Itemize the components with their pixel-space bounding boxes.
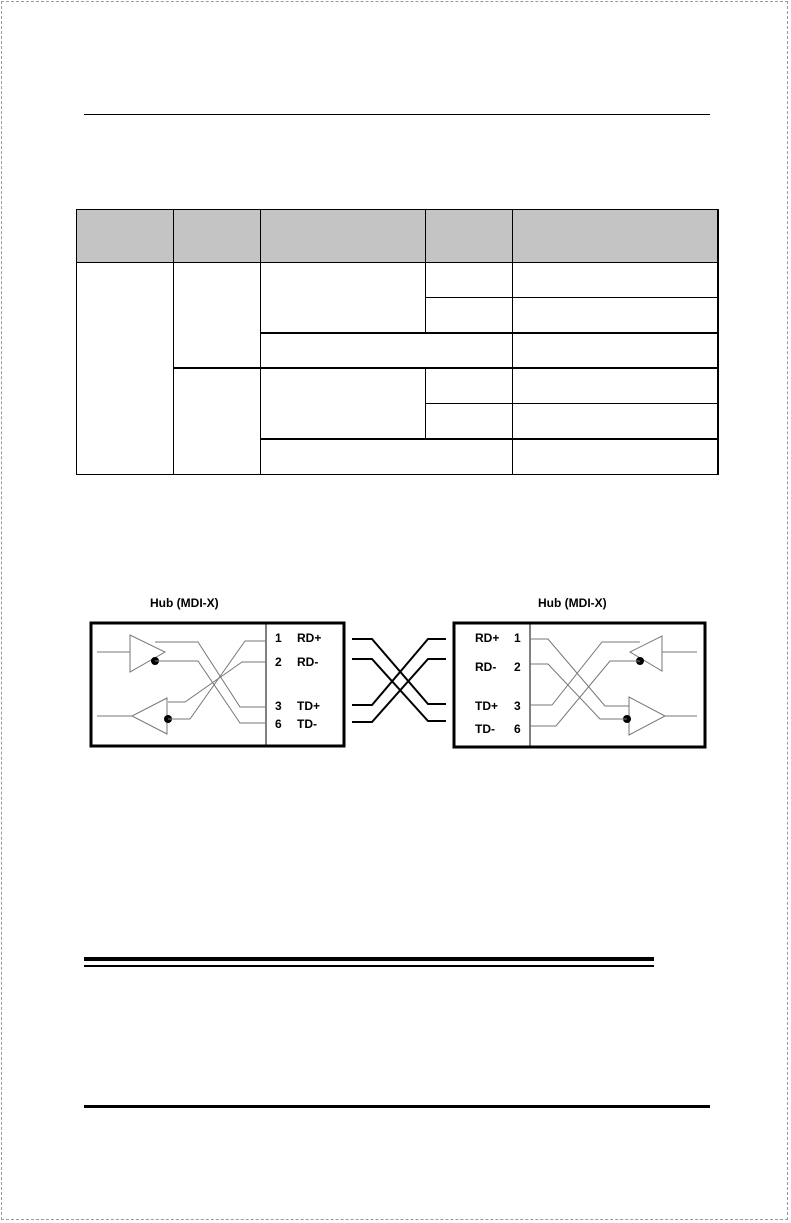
right-receiver-icon bbox=[623, 697, 697, 735]
svg-text:RD+: RD+ bbox=[475, 631, 500, 645]
svg-text:1: 1 bbox=[275, 631, 282, 645]
table-cell bbox=[513, 439, 718, 474]
section-rule-thin bbox=[84, 965, 654, 967]
svg-text:RD-: RD- bbox=[297, 655, 319, 669]
table-cell bbox=[261, 263, 426, 333]
table-cell bbox=[261, 333, 513, 369]
crossover-wiring-diagram bbox=[80, 590, 720, 760]
header-rule bbox=[84, 114, 710, 115]
right-pin-2 bbox=[475, 660, 521, 674]
svg-text:3: 3 bbox=[275, 699, 282, 713]
svg-text:1: 1 bbox=[514, 631, 521, 645]
svg-text:3: 3 bbox=[514, 699, 521, 713]
section-rule-thick bbox=[84, 957, 654, 961]
table-cell bbox=[513, 297, 718, 332]
svg-text:2: 2 bbox=[275, 655, 282, 669]
table-header-cell bbox=[261, 210, 426, 263]
table-cell bbox=[426, 263, 513, 298]
left-pin-1 bbox=[275, 631, 321, 645]
table-cell bbox=[513, 333, 718, 369]
pin-assignment-table bbox=[76, 209, 719, 475]
table-cell bbox=[174, 263, 261, 369]
right-pin-3 bbox=[475, 699, 521, 713]
svg-text:TD+: TD+ bbox=[297, 699, 321, 713]
table-cell bbox=[426, 404, 513, 439]
table-cell bbox=[513, 368, 718, 403]
right-driver-icon bbox=[630, 636, 697, 671]
right-pin-6 bbox=[475, 722, 521, 736]
table-header-cell bbox=[77, 210, 174, 263]
left-receiver-icon bbox=[97, 635, 165, 672]
table-cell bbox=[77, 263, 174, 475]
table-cell bbox=[261, 439, 513, 474]
left-hub-label: Hub (MDI-X) bbox=[150, 596, 219, 610]
right-internal-wiring bbox=[530, 639, 640, 726]
svg-text:TD+: TD+ bbox=[475, 699, 499, 713]
right-pin-1 bbox=[475, 631, 521, 645]
svg-text:2: 2 bbox=[514, 660, 521, 674]
table-cell bbox=[513, 404, 718, 439]
table-header-cell bbox=[513, 210, 718, 263]
right-hub-label: Hub (MDI-X) bbox=[538, 596, 607, 610]
footer-rule bbox=[84, 1105, 710, 1108]
table-cell bbox=[513, 263, 718, 298]
svg-text:RD-: RD- bbox=[475, 660, 497, 674]
svg-text:6: 6 bbox=[514, 722, 521, 736]
table-row bbox=[77, 263, 718, 298]
table-cell bbox=[426, 368, 513, 403]
svg-text:RD+: RD+ bbox=[297, 631, 322, 645]
left-pin-3 bbox=[275, 699, 320, 713]
table-cell bbox=[174, 368, 261, 474]
left-pin-6 bbox=[275, 717, 317, 731]
left-pin-2 bbox=[275, 655, 318, 669]
crossover-cable bbox=[352, 639, 446, 722]
table-cell bbox=[261, 368, 426, 439]
table-cell bbox=[426, 297, 513, 332]
left-driver-icon bbox=[97, 698, 172, 734]
left-internal-wiring bbox=[155, 641, 266, 723]
svg-text:6: 6 bbox=[275, 717, 282, 731]
table-header-cell bbox=[174, 210, 261, 263]
svg-text:TD-: TD- bbox=[297, 717, 317, 731]
table-header-cell bbox=[426, 210, 513, 263]
svg-text:TD-: TD- bbox=[475, 722, 495, 736]
table-row bbox=[77, 368, 718, 403]
table-header-row bbox=[77, 210, 718, 263]
